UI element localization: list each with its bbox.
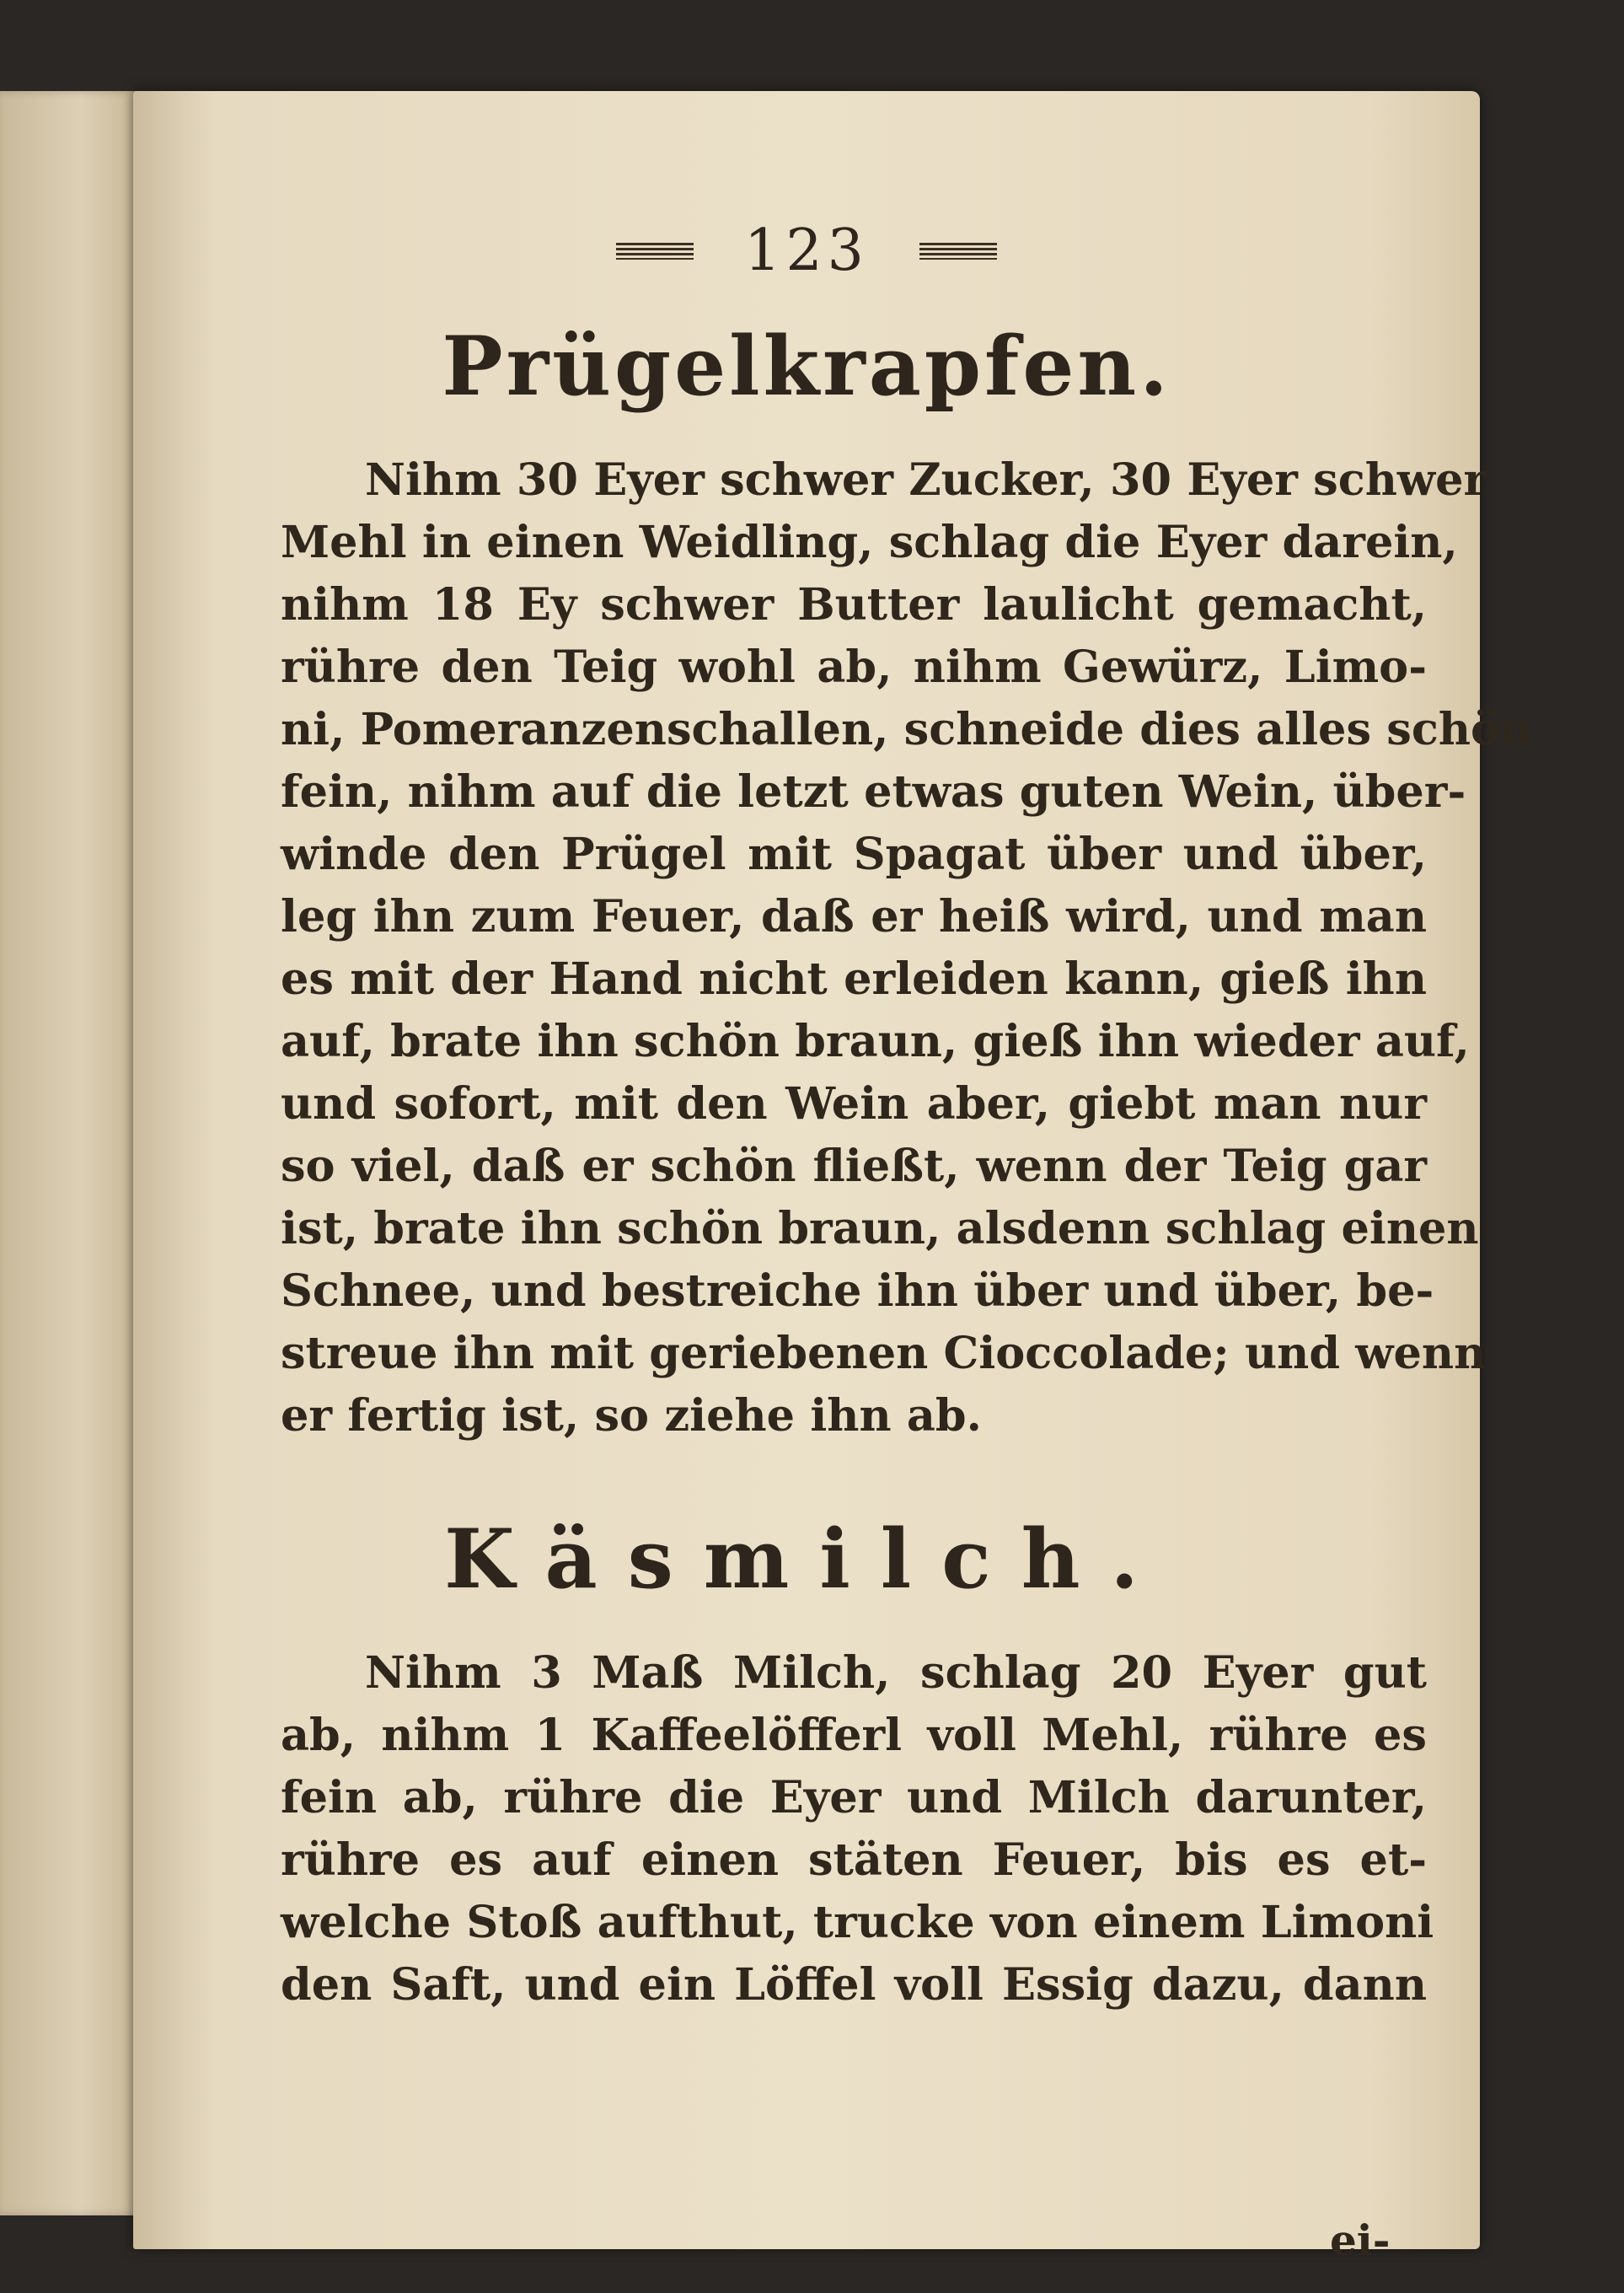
page-header <box>133 217 1480 284</box>
text-line: Nihm 30 Eyer schwer Zucker, 30 Eyer schwer <box>365 454 1487 506</box>
recipe-text-kaesmilch <box>281 1642 1434 2016</box>
text-line: Mehl in einen Weidling, schlag die Eyer darein, <box>281 517 1458 568</box>
text-line: Nihm 3 Maß Milch, schlag 20 Eyer gut <box>365 1647 1427 1699</box>
page-number: 123 <box>744 217 869 284</box>
text-line: und sofort, mit den Wein aber, giebt man nur <box>281 1078 1427 1130</box>
recipe-title-kaesmilch: Käsmilch. <box>444 1512 1169 1607</box>
header-rule-left <box>616 243 694 260</box>
text-line: leg ihn zum Feuer, daß er heiß wird, und man <box>281 891 1427 942</box>
book-page <box>133 91 1533 2265</box>
recipe-text-pruegelkrapfen <box>281 449 1533 1447</box>
text-line: streue ihn mit geriebenen Cioccolade; und wenn <box>281 1328 1487 1379</box>
text-line: rühre es auf einen stäten Feuer, bis es et- <box>281 1834 1427 1886</box>
text-line: fein ab, rühre die Eyer und Milch darunter, <box>281 1772 1427 1823</box>
text-line: fein, nihm auf die letzt etwas guten Wein, über- <box>281 766 1466 818</box>
text-line: auf, brate ihn schön braun, gieß ihn wieder auf, <box>281 1016 1470 1067</box>
header-rule-right <box>919 243 997 260</box>
text-line: ist, brate ihn schön braun, alsdenn schlag einen <box>281 1203 1479 1254</box>
recipe-title-pruegelkrapfen: Prügelkrapfen. <box>442 319 1171 414</box>
text-line: den Saft, und ein Löffel voll Essig dazu, dann <box>281 1959 1427 2011</box>
text-line: so viel, daß er schön fließt, wenn der Teig gar <box>281 1141 1427 1192</box>
facing-page-edge <box>0 91 147 2215</box>
text-line: ab, nihm 1 Kaffeelöfferl voll Mehl, rühre es <box>281 1710 1427 1761</box>
text-line: es mit der Hand nicht erleiden kann, gieß ihn <box>281 953 1427 1005</box>
text-line: welche Stoß aufthut, trucke von einem Limoni <box>281 1897 1434 1948</box>
text-line: er fertig ist, so ziehe ihn ab. <box>281 1390 982 1442</box>
text-line: nihm 18 Ey schwer Butter laulicht gemacht, <box>281 579 1427 631</box>
text-line: ni, Pomeranzenschallen, schneide dies alles schön <box>281 704 1533 755</box>
catchword: ei- <box>1330 2215 1391 2265</box>
text-line: rühre den Teig wohl ab, nihm Gewürz, Limo- <box>281 642 1427 693</box>
text-line: Schnee, und bestreiche ihn über und über, be- <box>281 1265 1434 1317</box>
text-line: winde den Prügel mit Spagat über und über, <box>281 829 1427 880</box>
